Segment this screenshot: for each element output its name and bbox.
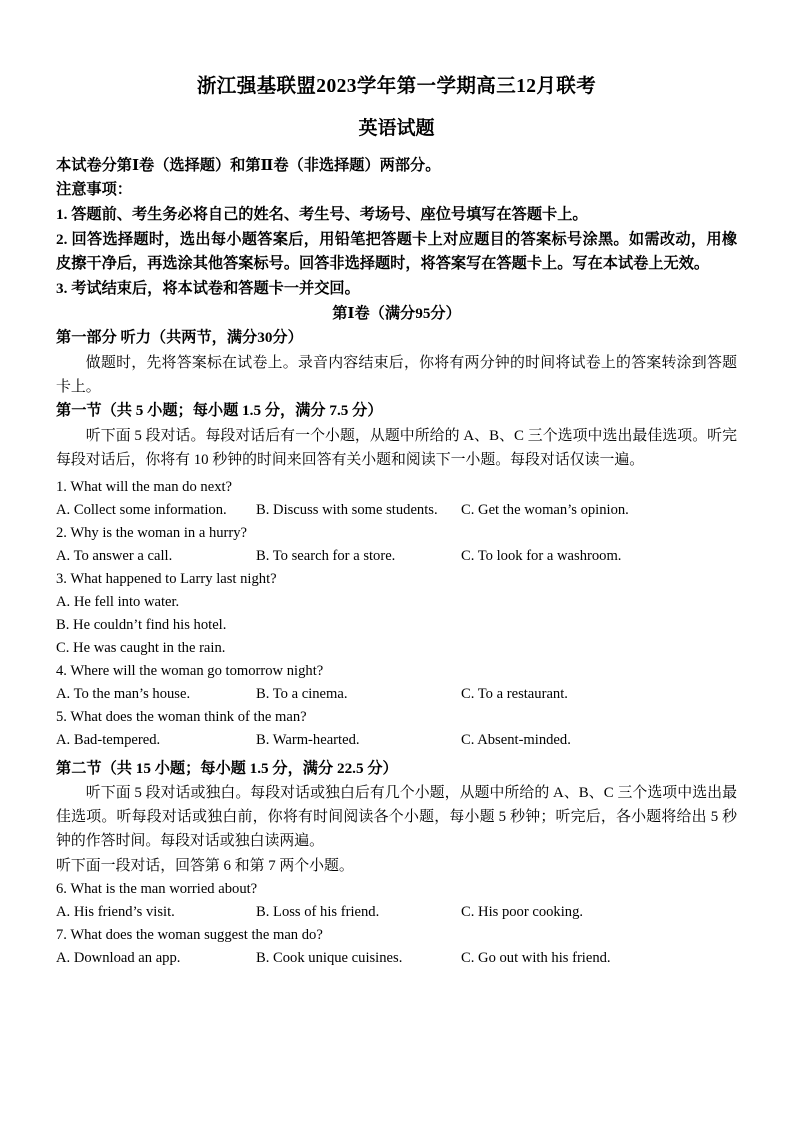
part-one-note: 听下面 5 段对话。每段对话后有一个小题，从题中所给的 A、B、C 三个选项中选出最佳选项。听完每段对话后，你将有 10 秒钟的时间来回答有关小题和阅读下一小题。每段对话仅读一遍。 xyxy=(56,427,737,468)
question-stem: 7. What does the woman suggest the man do? xyxy=(56,926,323,943)
question-options xyxy=(56,545,737,568)
option-b[interactable]: B. Warm-hearted. xyxy=(256,732,360,749)
section-one-note: 做题时，先将答案标在试卷上。录音内容结束后，你将有两分钟的时间将试卷上的答案转涂到答题卡上。 xyxy=(56,354,737,395)
option-c[interactable]: C. To a restaurant. xyxy=(461,686,568,703)
question-stem: 5. What does the woman think of the man? xyxy=(56,709,307,726)
option-b[interactable]: B. He couldn’t find his hotel. xyxy=(56,617,227,634)
section-one-heading: 第一部分 听力（共两节，满分30分） xyxy=(56,329,303,347)
question-options xyxy=(56,947,737,970)
option-a[interactable]: A. To the man’s house. xyxy=(56,686,191,703)
question-options xyxy=(56,729,737,752)
option-a[interactable]: A. Bad-tempered. xyxy=(56,732,161,749)
question-stem: 4. Where will the woman go tomorrow night? xyxy=(56,663,324,680)
intro-line: 本试卷分第Ⅰ卷（选择题）和第Ⅱ卷（非选择题）两部分。 xyxy=(56,156,441,174)
notice-item-2: 2. 回答选择题时，选出每小题答案后，用铅笔把答题卡上对应题目的答案标号涂黑。如需改动，用橡皮擦干净后，再选涂其他答案标号。回答非选择题时，将答案写在答题卡上。写在本试卷上无效。 xyxy=(56,230,737,273)
notice-label: 注意事项： xyxy=(56,181,132,199)
question-options xyxy=(56,901,737,924)
option-b[interactable]: B. Cook unique cuisines. xyxy=(256,949,403,966)
option-a[interactable]: A. Collect some information. xyxy=(56,501,227,518)
option-c[interactable]: C. Get the woman’s opinion. xyxy=(461,501,629,518)
page-title: 浙江强基联盟2023学年第一学期高三12月联考 xyxy=(196,76,597,97)
question-stem: 2. Why is the woman in a hurry? xyxy=(56,525,248,542)
part-two-lead: 听下面一段对话，回答第 6 和第 7 两个小题。 xyxy=(56,857,354,874)
question-options xyxy=(56,499,737,522)
question-stem: 6. What is the man worried about? xyxy=(56,880,258,897)
option-b[interactable]: B. Discuss with some students. xyxy=(256,501,438,518)
paper-part-heading: 第Ⅰ卷（满分95分） xyxy=(332,304,461,322)
option-c[interactable]: C. His poor cooking. xyxy=(461,903,584,920)
question-options xyxy=(56,683,737,706)
option-a[interactable]: A. His friend’s visit. xyxy=(56,903,175,920)
option-c[interactable]: C. To look for a washroom. xyxy=(461,548,622,565)
option-a[interactable]: A. He fell into water. xyxy=(56,594,180,611)
option-b[interactable]: B. To search for a store. xyxy=(256,548,396,565)
part-one-heading: 第一节（共 5 小题；每小题 1.5 分，满分 7.5 分） xyxy=(56,402,383,420)
option-c[interactable]: C. He was caught in the rain. xyxy=(56,640,226,657)
option-a[interactable]: A. To answer a call. xyxy=(56,548,173,565)
option-a[interactable]: A. Download an app. xyxy=(56,949,181,966)
option-c[interactable]: C. Go out with his friend. xyxy=(461,949,611,966)
notice-item-1: 1. 答题前、考生务必将自己的姓名、考生号、考场号、座位号填写在答题卡上。 xyxy=(56,206,588,223)
question-stem: 1. What will the man do next? xyxy=(56,478,233,495)
question-stem: 3. What happened to Larry last night? xyxy=(56,571,277,588)
notice-item-3: 3. 考试结束后，将本试卷和答题卡一并交回。 xyxy=(56,279,360,297)
page-subtitle: 英语试题 xyxy=(358,118,435,140)
option-b[interactable]: B. To a cinema. xyxy=(256,686,348,703)
part-two-heading: 第二节（共 15 小题；每小题 1.5 分，满分 22.5 分） xyxy=(56,759,398,777)
option-c[interactable]: C. Absent-minded. xyxy=(461,732,571,749)
part-two-note: 听下面 5 段对话或独白。每段对话或独白后有几个小题，从题中所给的 A、B、C 三个选项中选出最佳选项。听每段对话或独白前，你将有时间阅读各个小题，每小题 5 秒钟；听完后，各小题将给出 5 秒钟的作答时间。每段对话或独白读两遍。 xyxy=(56,785,737,850)
option-b[interactable]: B. Loss of his friend. xyxy=(256,903,380,920)
